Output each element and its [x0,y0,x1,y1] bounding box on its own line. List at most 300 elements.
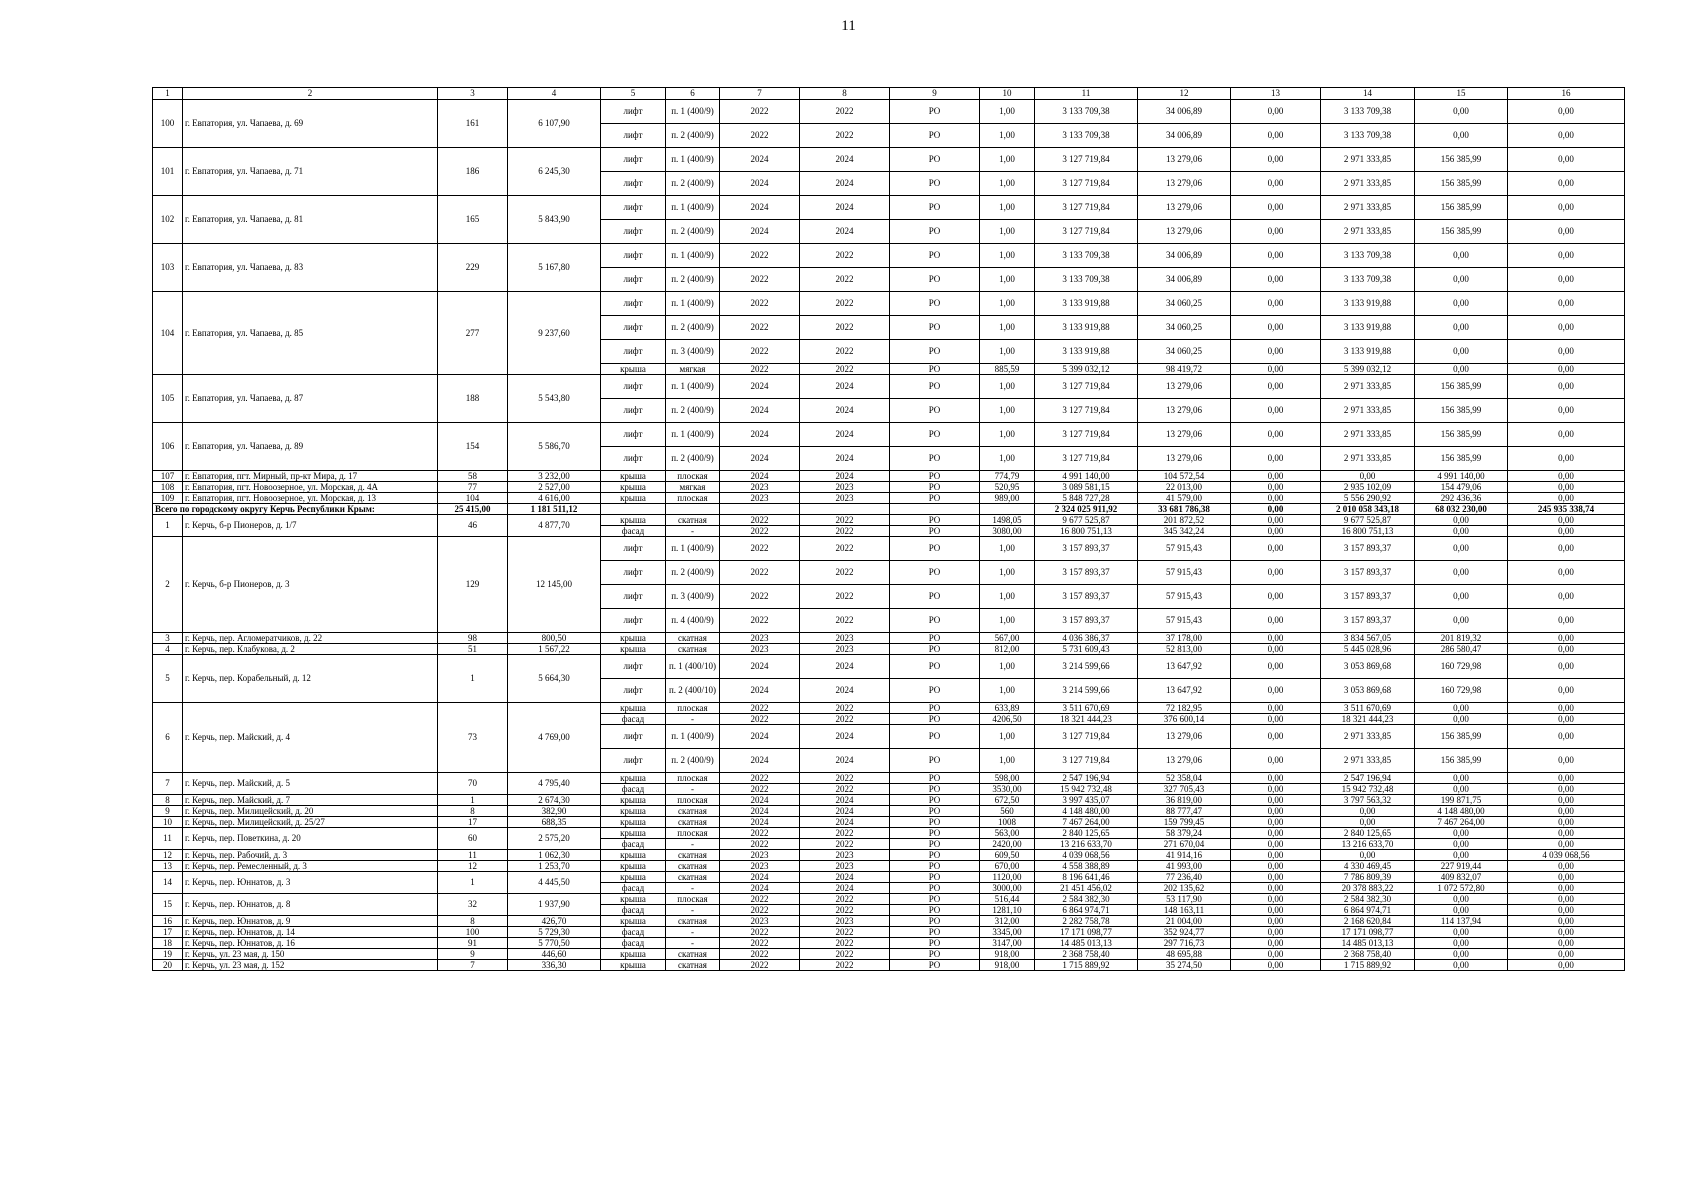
work-detail: скатная [666,916,720,927]
header-row [153,88,1625,100]
fund-federal: 0,00 [1231,714,1321,725]
fund-owners: 0,00 [1508,938,1625,949]
volume: 1,00 [980,585,1035,609]
fund-local: 0,00 [1415,703,1508,714]
address: г. Керчь, пер. Юннатов, д. 16 [183,938,438,949]
fund-federal: 0,00 [1231,493,1321,504]
year-start: 2022 [720,100,800,124]
column-number: 11 [1035,88,1138,100]
table-row [153,938,1625,949]
year-end: 2024 [800,817,890,828]
executor: РО [890,493,980,504]
fund-federal: 0,00 [1231,340,1321,364]
total-cost: 6 864 974,71 [1035,905,1138,916]
apartments-count: 73 [438,703,508,773]
executor: РО [890,784,980,795]
fund-local: 4 991 140,00 [1415,471,1508,482]
year-end: 2022 [800,905,890,916]
total-value: 245 935 338,74 [1508,504,1625,515]
executor: РО [890,960,980,971]
work-type: лифт [601,537,666,561]
fund-local: 0,00 [1415,124,1508,148]
cost-per-unit: 52 813,00 [1138,644,1231,655]
apartments-count: 70 [438,773,508,795]
work-type: фасад [601,839,666,850]
total-cost: 18 321 444,23 [1035,714,1138,725]
executor: РО [890,423,980,447]
building-area: 9 237,60 [508,292,601,375]
total-cost: 15 942 732,48 [1035,784,1138,795]
work-detail: плоская [666,493,720,504]
work-type: крыша [601,960,666,971]
address: г. Керчь, б-р Пионеров, д. 1/7 [183,515,438,537]
total-cost: 2 584 382,30 [1035,894,1138,905]
fund-federal: 0,00 [1231,585,1321,609]
fund-owners: 0,00 [1508,609,1625,633]
fund-regional: 2 971 333,85 [1321,725,1415,749]
work-type: лифт [601,423,666,447]
fund-owners: 0,00 [1508,795,1625,806]
fund-federal: 0,00 [1231,471,1321,482]
fund-federal: 0,00 [1231,927,1321,938]
year-start: 2022 [720,340,800,364]
work-detail: п. 1 (400/9) [666,100,720,124]
fund-federal: 0,00 [1231,861,1321,872]
volume: 1,00 [980,244,1035,268]
row-number: 9 [153,806,183,817]
address: г. Евпатория, ул. Чапаева, д. 83 [183,244,438,292]
fund-regional: 18 321 444,23 [1321,714,1415,725]
total-cost: 17 171 098,77 [1035,927,1138,938]
address: г. Евпатория, ул. Чапаева, д. 85 [183,292,438,375]
fund-federal: 0,00 [1231,795,1321,806]
fund-owners: 0,00 [1508,148,1625,172]
total-cost: 5 731 609,43 [1035,644,1138,655]
table-row [153,493,1625,504]
work-detail: - [666,839,720,850]
executor: РО [890,515,980,526]
table-row [153,292,1625,316]
table-row [153,244,1625,268]
work-detail: п. 4 (400/9) [666,609,720,633]
total-cost: 2 547 196,94 [1035,773,1138,784]
executor: РО [890,537,980,561]
fund-local: 292 436,36 [1415,493,1508,504]
fund-regional: 3 797 563,32 [1321,795,1415,806]
row-number: 101 [153,148,183,196]
work-detail: мягкая [666,364,720,375]
year-start: 2022 [720,268,800,292]
year-end: 2024 [800,749,890,773]
building-area: 6 107,90 [508,100,601,148]
fund-local: 1 072 572,80 [1415,883,1508,894]
volume: 1,00 [980,124,1035,148]
work-type: крыша [601,644,666,655]
executor: РО [890,773,980,784]
work-detail: п. 1 (400/9) [666,292,720,316]
year-start: 2024 [720,220,800,244]
year-start: 2024 [720,655,800,679]
apartments-count: 11 [438,850,508,861]
fund-regional: 15 942 732,48 [1321,784,1415,795]
year-start: 2022 [720,949,800,960]
total-cost: 5 848 727,28 [1035,493,1138,504]
cost-per-unit: 13 647,92 [1138,679,1231,703]
apartments-count: 1 [438,872,508,894]
year-end: 2022 [800,100,890,124]
volume: 1281,10 [980,905,1035,916]
apartments-count: 188 [438,375,508,423]
year-end: 2022 [800,609,890,633]
total-cost: 2 368 758,40 [1035,949,1138,960]
year-end: 2024 [800,447,890,471]
total-cost: 1 715 889,92 [1035,960,1138,971]
building-area: 6 245,30 [508,148,601,196]
year-start: 2024 [720,375,800,399]
fund-owners: 0,00 [1508,725,1625,749]
fund-federal: 0,00 [1231,316,1321,340]
apartments-count: 98 [438,633,508,644]
cost-per-unit: 202 135,62 [1138,883,1231,894]
fund-federal: 0,00 [1231,883,1321,894]
building-area: 1 567,22 [508,644,601,655]
year-end: 2022 [800,839,890,850]
fund-owners: 0,00 [1508,124,1625,148]
fund-federal: 0,00 [1231,749,1321,773]
volume: 1,00 [980,316,1035,340]
work-type: крыша [601,894,666,905]
volume: 567,00 [980,633,1035,644]
work-type: крыша [601,828,666,839]
table-row [153,960,1625,971]
year-start: 2024 [720,148,800,172]
year-start: 2022 [720,784,800,795]
cost-per-unit: 57 915,43 [1138,585,1231,609]
cost-per-unit: 13 279,06 [1138,725,1231,749]
row-number: 5 [153,655,183,703]
fund-local: 4 148 480,00 [1415,806,1508,817]
year-start: 2022 [720,894,800,905]
year-start: 2023 [720,633,800,644]
fund-federal: 0,00 [1231,725,1321,749]
column-number: 9 [890,88,980,100]
work-detail: плоская [666,795,720,806]
fund-local: 0,00 [1415,244,1508,268]
year-start: 2024 [720,172,800,196]
address: г. Евпатория, ул. Чапаева, д. 81 [183,196,438,244]
work-type: крыша [601,806,666,817]
table-row [153,806,1625,817]
fund-local: 409 832,07 [1415,872,1508,883]
year-end: 2022 [800,927,890,938]
volume: 4206,50 [980,714,1035,725]
column-number: 10 [980,88,1035,100]
year-end: 2023 [800,850,890,861]
fund-regional: 2 547 196,94 [1321,773,1415,784]
work-detail: - [666,938,720,949]
repair-program-table-wrapper [152,87,1624,971]
fund-local: 0,00 [1415,609,1508,633]
total-cost: 3 089 581,15 [1035,482,1138,493]
fund-local: 0,00 [1415,316,1508,340]
fund-regional: 0,00 [1321,850,1415,861]
table-row [153,482,1625,493]
building-area: 5 729,30 [508,927,601,938]
fund-regional: 3 133 919,88 [1321,316,1415,340]
fund-federal: 0,00 [1231,938,1321,949]
fund-federal: 0,00 [1231,655,1321,679]
total-cost: 16 800 751,13 [1035,526,1138,537]
volume: 1,00 [980,447,1035,471]
column-number: 16 [1508,88,1625,100]
cost-per-unit: 13 279,06 [1138,749,1231,773]
apartments-count: 154 [438,423,508,471]
year-end: 2023 [800,861,890,872]
row-number: 13 [153,861,183,872]
fund-local: 0,00 [1415,894,1508,905]
table-row [153,148,1625,172]
work-type: крыша [601,795,666,806]
work-detail: скатная [666,850,720,861]
work-detail: п. 2 (400/9) [666,447,720,471]
fund-owners: 0,00 [1508,292,1625,316]
work-type: фасад [601,526,666,537]
volume: 609,50 [980,850,1035,861]
table-row [153,471,1625,482]
fund-federal: 0,00 [1231,515,1321,526]
work-detail: скатная [666,949,720,960]
table-row [153,515,1625,526]
work-type: крыша [601,493,666,504]
fund-local: 156 385,99 [1415,220,1508,244]
building-area: 5 167,80 [508,244,601,292]
cost-per-unit: 58 379,24 [1138,828,1231,839]
total-cost: 3 157 893,37 [1035,537,1138,561]
fund-local: 0,00 [1415,960,1508,971]
fund-owners: 0,00 [1508,244,1625,268]
address: г. Керчь, ул. 23 мая, д. 152 [183,960,438,971]
work-detail: плоская [666,471,720,482]
volume: 2420,00 [980,839,1035,850]
fund-owners: 0,00 [1508,316,1625,340]
fund-regional: 3 834 567,05 [1321,633,1415,644]
total-cost: 3 997 435,07 [1035,795,1138,806]
year-end: 2022 [800,585,890,609]
fund-regional: 2 840 125,65 [1321,828,1415,839]
fund-owners: 0,00 [1508,655,1625,679]
year-start: 2024 [720,725,800,749]
work-type: лифт [601,749,666,773]
year-end: 2024 [800,196,890,220]
work-type: крыша [601,850,666,861]
volume: 563,00 [980,828,1035,839]
fund-regional: 3 157 893,37 [1321,609,1415,633]
table-row [153,927,1625,938]
fund-owners: 0,00 [1508,916,1625,927]
address: г. Евпатория, ул. Чапаева, д. 89 [183,423,438,471]
fund-regional: 2 971 333,85 [1321,447,1415,471]
apartments-count: 104 [438,493,508,504]
executor: РО [890,839,980,850]
work-type: крыша [601,861,666,872]
fund-regional: 1 715 889,92 [1321,960,1415,971]
building-area: 2 527,00 [508,482,601,493]
cost-per-unit: 34 060,25 [1138,316,1231,340]
executor: РО [890,725,980,749]
row-number: 12 [153,850,183,861]
row-number: 1 [153,515,183,537]
work-detail: п. 1 (400/10) [666,655,720,679]
year-start: 2023 [720,482,800,493]
address: г. Евпатория, ул. Чапаева, д. 69 [183,100,438,148]
fund-regional: 16 800 751,13 [1321,526,1415,537]
fund-owners: 0,00 [1508,883,1625,894]
year-end: 2022 [800,828,890,839]
fund-owners: 0,00 [1508,905,1625,916]
year-start: 2024 [720,423,800,447]
work-detail: - [666,905,720,916]
fund-federal: 0,00 [1231,905,1321,916]
table-row [153,655,1625,679]
apartments-count: 60 [438,828,508,850]
total-cost: 3 127 719,84 [1035,725,1138,749]
work-type: лифт [601,655,666,679]
work-detail: скатная [666,861,720,872]
empty-cell [720,504,800,515]
cost-per-unit: 57 915,43 [1138,537,1231,561]
year-end: 2022 [800,537,890,561]
building-area: 4 445,50 [508,872,601,894]
address: г. Керчь, пер. Ремесленный, д. 3 [183,861,438,872]
work-detail: - [666,883,720,894]
fund-local: 0,00 [1415,949,1508,960]
building-area: 426,70 [508,916,601,927]
year-end: 2022 [800,340,890,364]
column-number: 5 [601,88,666,100]
work-type: фасад [601,784,666,795]
fund-federal: 0,00 [1231,784,1321,795]
work-detail: плоская [666,894,720,905]
table-row [153,872,1625,883]
fund-regional: 2 971 333,85 [1321,196,1415,220]
table-row [153,773,1625,784]
executor: РО [890,949,980,960]
fund-owners: 0,00 [1508,679,1625,703]
table-row [153,916,1625,927]
row-number: 20 [153,960,183,971]
total-label: Всего по городскому округу Керчь Республики Крым: [153,504,438,515]
work-type: лифт [601,268,666,292]
building-area: 1 253,70 [508,861,601,872]
total-cost: 8 196 641,46 [1035,872,1138,883]
cost-per-unit: 13 279,06 [1138,172,1231,196]
year-start: 2022 [720,537,800,561]
total-cost: 3 157 893,37 [1035,585,1138,609]
fund-federal: 0,00 [1231,364,1321,375]
fund-federal: 0,00 [1231,633,1321,644]
year-end: 2022 [800,316,890,340]
year-end: 2023 [800,493,890,504]
work-type: крыша [601,773,666,784]
empty-cell [980,504,1035,515]
cost-per-unit: 88 777,47 [1138,806,1231,817]
executor: РО [890,148,980,172]
table-row [153,644,1625,655]
row-number: 107 [153,471,183,482]
executor: РО [890,585,980,609]
column-number: 4 [508,88,601,100]
cost-per-unit: 201 872,52 [1138,515,1231,526]
apartments-count: 186 [438,148,508,196]
cost-per-unit: 13 279,06 [1138,220,1231,244]
cost-per-unit: 57 915,43 [1138,561,1231,585]
address: г. Керчь, пер. Милицейский, д. 25/27 [183,817,438,828]
building-area: 5 770,50 [508,938,601,949]
address: г. Керчь, пер. Поветкина, д. 20 [183,828,438,850]
executor: РО [890,679,980,703]
building-area: 4 769,00 [508,703,601,773]
work-detail: п. 2 (400/9) [666,220,720,244]
building-area: 4 795,40 [508,773,601,795]
building-area: 382,90 [508,806,601,817]
fund-regional: 3 133 919,88 [1321,292,1415,316]
fund-local: 156 385,99 [1415,148,1508,172]
executor: РО [890,609,980,633]
work-detail: скатная [666,872,720,883]
total-cost: 4 148 480,00 [1035,806,1138,817]
year-end: 2024 [800,655,890,679]
cost-per-unit: 57 915,43 [1138,609,1231,633]
work-detail: скатная [666,644,720,655]
work-detail: п. 1 (400/9) [666,244,720,268]
address: г. Евпатория, пгт. Мирный, пр-кт Мира, д. 17 [183,471,438,482]
address: г. Керчь, пер. Милицейский, д. 20 [183,806,438,817]
row-number: 3 [153,633,183,644]
work-detail: плоская [666,773,720,784]
address: г. Керчь, пер. Юннатов, д. 3 [183,872,438,894]
year-end: 2024 [800,220,890,244]
year-end: 2024 [800,172,890,196]
empty-cell [800,504,890,515]
total-cost: 3 127 719,84 [1035,423,1138,447]
volume: 812,00 [980,644,1035,655]
year-start: 2022 [720,960,800,971]
year-start: 2023 [720,861,800,872]
fund-regional: 3 133 919,88 [1321,340,1415,364]
executor: РО [890,220,980,244]
page-number: 11 [841,18,856,34]
year-end: 2024 [800,872,890,883]
address: г. Керчь, пер. Рабочий, д. 3 [183,850,438,861]
fund-regional: 5 399 032,12 [1321,364,1415,375]
year-end: 2022 [800,515,890,526]
fund-owners: 0,00 [1508,773,1625,784]
table-row [153,375,1625,399]
executor: РО [890,292,980,316]
work-detail: мягкая [666,482,720,493]
year-start: 2022 [720,905,800,916]
cost-per-unit: 37 178,00 [1138,633,1231,644]
fund-regional: 3 053 869,68 [1321,679,1415,703]
fund-owners: 0,00 [1508,703,1625,714]
work-detail: п. 2 (400/9) [666,268,720,292]
fund-local: 156 385,99 [1415,172,1508,196]
work-detail: п. 1 (400/9) [666,196,720,220]
executor: РО [890,471,980,482]
fund-owners: 0,00 [1508,172,1625,196]
work-type: крыша [601,949,666,960]
fund-local: 156 385,99 [1415,447,1508,471]
